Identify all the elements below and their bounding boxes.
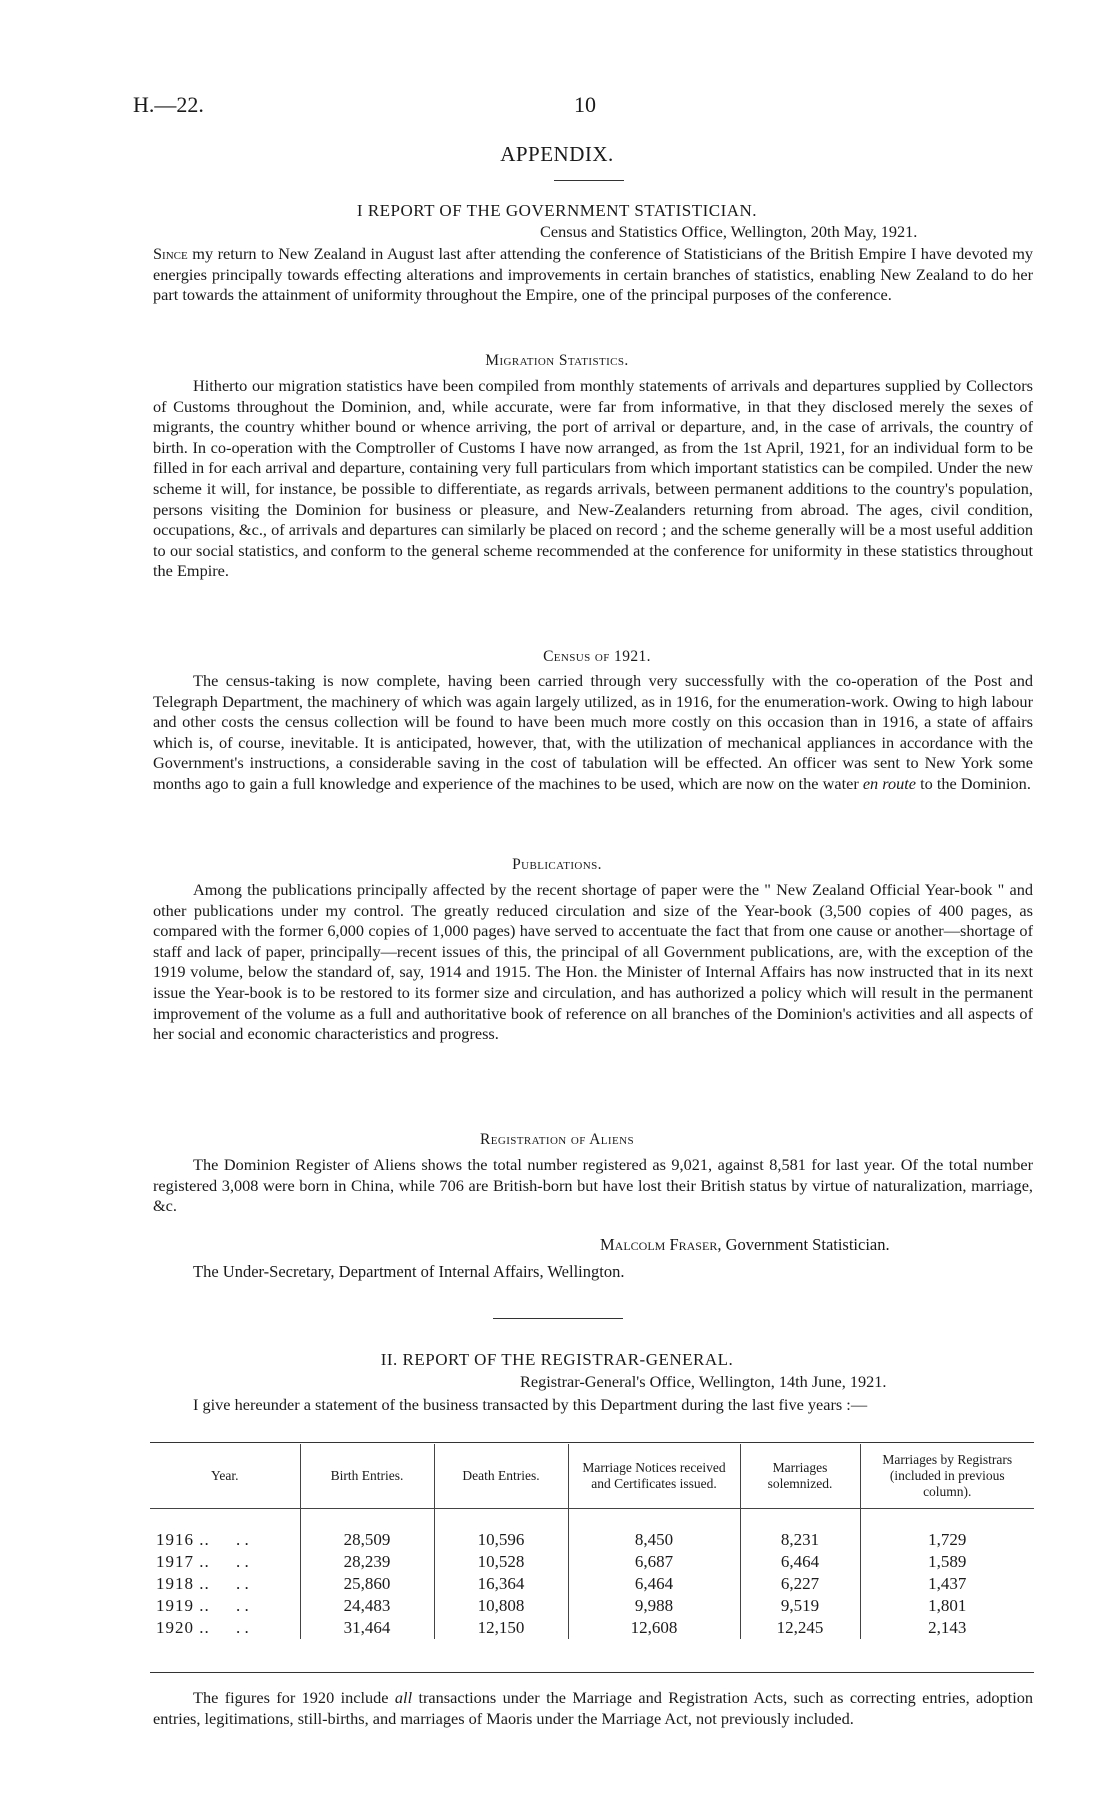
year-cell: 1916 .. . . [156,1530,249,1549]
births-cell: 28,239 [300,1551,434,1573]
registrars-cell: 1,801 [860,1595,1034,1617]
registrars-cell: 1,589 [860,1551,1034,1573]
signature-title: , Government Statistician. [717,1235,890,1254]
appendix-title: APPENDIX. [500,142,614,166]
publications-paragraph [153,880,1033,1045]
header-year: Year. [150,1444,300,1509]
part1-dateline: Census and Statistics Office, Wellington, 20th May, 1921. [540,222,918,241]
deaths-cell: 10,528 [434,1551,568,1573]
deaths-cell: 12,150 [434,1617,568,1639]
registrars-cell: 1,437 [860,1573,1034,1595]
header-deaths: Death Entries. [434,1444,568,1509]
table-row [150,1529,1034,1551]
part2-title: II. REPORT OF THE REGISTRAR-GENERAL. [380,1350,734,1369]
header-notices: Marriage Notices received and Certificates issued. [568,1444,740,1509]
births-cell: 31,464 [300,1617,434,1639]
births-cell: 25,860 [300,1573,434,1595]
table-row [150,1595,1034,1617]
migration-text: Hitherto our migration statistics have been compiled from monthly statements of arrivals and departures supplied by Collectors of Customs throughout the Dominion, and, while accurate, were far from informative, in that they disclosed merely the sexes of migrants, the country whither bound or whence arriving, the port of arrival or departure, and, in the case of arrivals, the country of birth. In co-operation with the Comptroller of Customs I have now arranged, as from the 1st April, 1921, for an individual form to be filled in for each arrival and departure, containing very full particulars from which important statistics can be compiled. Under the new scheme it will, for instance, be possible to differentiate, as regards arrivals, between permanent additions to the country's population, persons visiting the Dominion for business or pleasure, and New-Zealanders returning from abroad. The ages, civil condition, occupations, &c., of arrivals and departures can similarly be placed on record ; and the scheme generally will be a most useful addition to our social statistics, and conform to the general scheme recommended at the conference for uniformity in these statistics throughout the Empire. [153,376,1033,581]
solemnized-cell: 6,227 [740,1573,860,1595]
publications-heading: Publications. [512,856,602,873]
table-note-block [153,1688,1033,1729]
table-header-row [150,1444,1034,1509]
signature-line [600,1235,890,1255]
migration-heading: Migration Statistics. [485,352,629,369]
year-cell: 1918 .. . . [156,1574,249,1593]
note-text-b: transactions under the Marriage and Registration Acts, such as correcting entries, adoption entries, legitimations, still-births, and marriages of Maoris under the Marriage Act, not previously included. [153,1688,1034,1728]
header-solemnized: Marriages solemnized. [740,1444,860,1509]
registrars-cell: 1,729 [860,1529,1034,1551]
intro-body: my return to New Zealand in August last after attending the conference of Statisticians of the British Empire I have devoted my energies principally towards effecting alterations and improvements in certain branches of statistics, enabling New Zealand to do her part towards the attainment of uniformity throughout the Empire, one of the principal purposes of the conference. [153,244,1033,305]
deaths-cell: 10,808 [434,1595,568,1617]
table-spacer [150,1509,1034,1530]
census-text-italic: en route [862,773,917,793]
table-row [150,1617,1034,1639]
notices-cell: 9,988 [568,1595,740,1617]
notices-cell: 6,687 [568,1551,740,1573]
registration-table [150,1444,1034,1639]
note-text-a: The figures for 1920 include [193,1688,395,1707]
registrars-cell: 2,143 [860,1617,1034,1639]
publications-text: Among the publications principally affected by the recent shortage of paper were the " New Zealand Official Year-book " and other publications under my control. The greatly reduced circulation and size of the Year-book (3,500 copies of 400 pages, as compared with the former 6,000 copies of 1,000 pages) have served to accentuate the fact that from one cause or another—shortage of staff and lack of paper, principally—recent issues of this, the principal of all Government publications, are, with the exception of the 1919 volume, below the standard of, say, 1914 and 1915. The Hon. the Minister of Internal Affairs has now instructed that in its next issue the Year-book is to be restored to its former size and circulation, and has authorized a policy which will result in the permanent improvement of the volume as a full and authoritative book of reference on all branches of the Dominion's activities and all aspects of her social and economic characteristics and progress. [153,880,1033,1044]
census-text-b: to the Dominion. [916,773,1031,793]
census-paragraph [153,671,1033,795]
solemnized-cell: 6,464 [740,1551,860,1573]
notices-cell: 8,450 [568,1529,740,1551]
year-cell: 1917 .. . . [156,1552,249,1571]
births-cell: 28,509 [300,1529,434,1551]
census-heading: Census of 1921. [543,648,651,665]
solemnized-cell: 12,245 [740,1617,860,1639]
header-registrars: Marriages by Registrars (included in previous column). [860,1444,1034,1509]
aliens-paragraph [153,1155,1033,1217]
part1-intro [153,244,1033,306]
table-row [150,1573,1034,1595]
page-number: 10 [574,92,596,117]
title-rule [554,180,624,181]
solemnized-cell: 8,231 [740,1529,860,1551]
deaths-cell: 10,596 [434,1529,568,1551]
solemnized-cell: 9,519 [740,1595,860,1617]
section-divider [493,1318,623,1319]
part1-title: I REPORT OF THE GOVERNMENT STATISTICIAN. [356,201,758,220]
births-cell: 24,483 [300,1595,434,1617]
part2-intro: I give hereunder a statement of the business transacted by this Department during the last five years :— [193,1395,868,1414]
table-row [150,1551,1034,1573]
table-bottom-rule [150,1672,1034,1673]
signature-name: Malcolm Fraser [600,1235,718,1254]
notices-cell: 12,608 [568,1617,740,1639]
deaths-cell: 16,364 [434,1573,568,1595]
notices-cell: 6,464 [568,1573,740,1595]
note-text-italic: all [394,1688,413,1707]
aliens-heading: Registration of Aliens [480,1131,634,1148]
header-births: Birth Entries. [300,1444,434,1509]
aliens-text: The Dominion Register of Aliens shows the total number registered as 9,021, against 8,581 for last year. Of the total number registered 3,008 were born in China, while 706 are British-born but have lost their British status by virtue of naturalization, marriage, &c. [153,1155,1033,1216]
year-cell: 1919 .. . . [156,1596,249,1615]
census-text-a: The census-taking is now complete, having been carried through very successfully with the co-operation of the Post and Telegraph Department, the machinery of which was again largely utilized, as in 1916, for the enumeration-work. Owing to high labour and other costs the census collection will be found to have been much more costly on this occasion than in 1916, a state of affairs which is, of course, inevitable. It is anticipated, however, that, with the utilization of mechanical appliances in accordance with the Government's instructions, a considerable saving in the cost of tabulation will be effected. An officer was sent to New York some months ago to gain a full knowledge and experience of the machines to be used, which are now on the water [153,671,1033,793]
part2-intro-block [153,1395,1033,1416]
report-code: H.—22. [133,92,204,117]
addressee-line: The Under-Secretary, Department of Internal Affairs, Wellington. [193,1262,625,1281]
table-top-rule [150,1442,1034,1443]
migration-paragraph [153,376,1033,582]
year-cell: 1920 .. . . [156,1618,249,1637]
intro-lead: Since [153,244,188,263]
part2-dateline: Registrar-General's Office, Wellington, 14th June, 1921. [520,1372,887,1391]
